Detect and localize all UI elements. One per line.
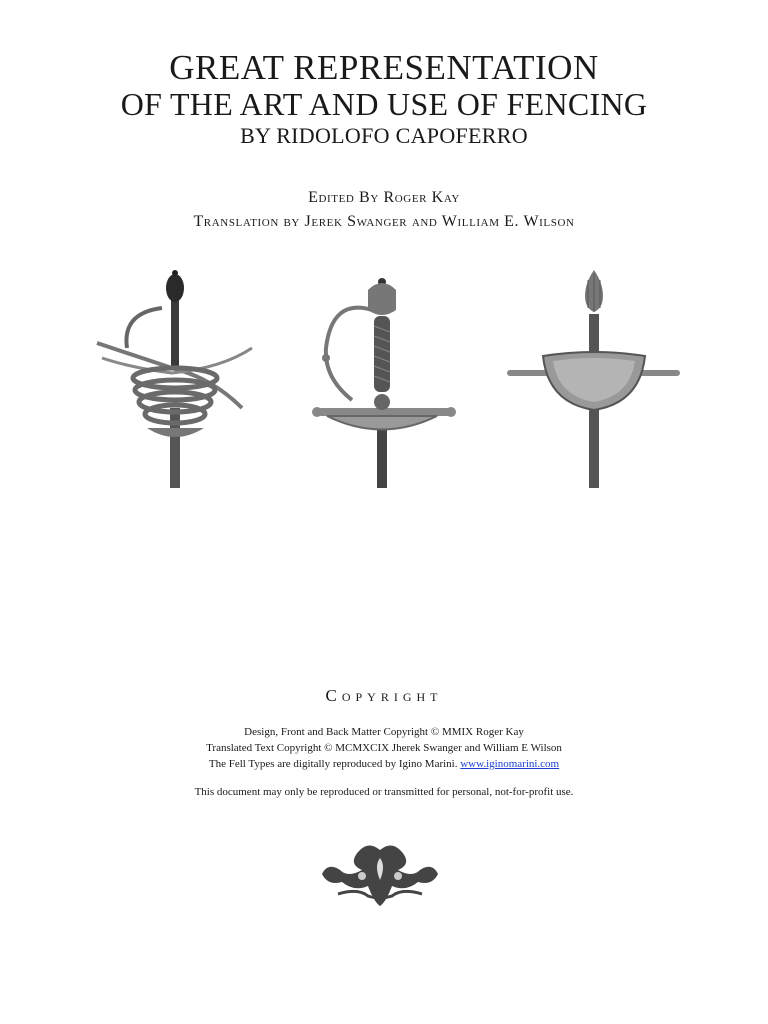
author-line: BY RIDOLOFO CAPOFERRO [240, 123, 528, 148]
font-credit-text: The Fell Types are digitally reproduced by Igino Marini. [208, 758, 461, 770]
title-line-1: GREAT REPRESENTATION [169, 48, 599, 87]
credits [0, 186, 768, 234]
small-sword-icon [312, 268, 457, 488]
title-block [0, 50, 768, 150]
editor-credit: Edited By Roger Kay [308, 189, 460, 206]
design-copyright: Design, Front and Back Matter Copyright © MMIX Roger Kay [244, 726, 524, 738]
usage-notice: This document may only be reproduced or transmitted for personal, not-for-profit use. [194, 786, 574, 798]
decorative-fleuron-icon [318, 840, 442, 912]
swept-hilt-rapier-icon [92, 268, 262, 488]
translation-credit: Translation by Jerek Swanger and William E. Wilson [193, 213, 575, 230]
copyright-block [0, 686, 768, 798]
font-credit [0, 756, 768, 772]
translation-copyright: Translated Text Copyright © MCMXCIX Jherek Swanger and William E Wilson [206, 742, 562, 754]
cup-hilt-rapier-icon [505, 268, 685, 488]
copyright-heading: Copyright [325, 686, 443, 705]
title-line-2: OF THE ART AND USE OF FENCING [120, 86, 648, 122]
font-credit-link[interactable]: www.iginomarini.com [460, 758, 560, 770]
sword-illustrations [0, 268, 768, 488]
